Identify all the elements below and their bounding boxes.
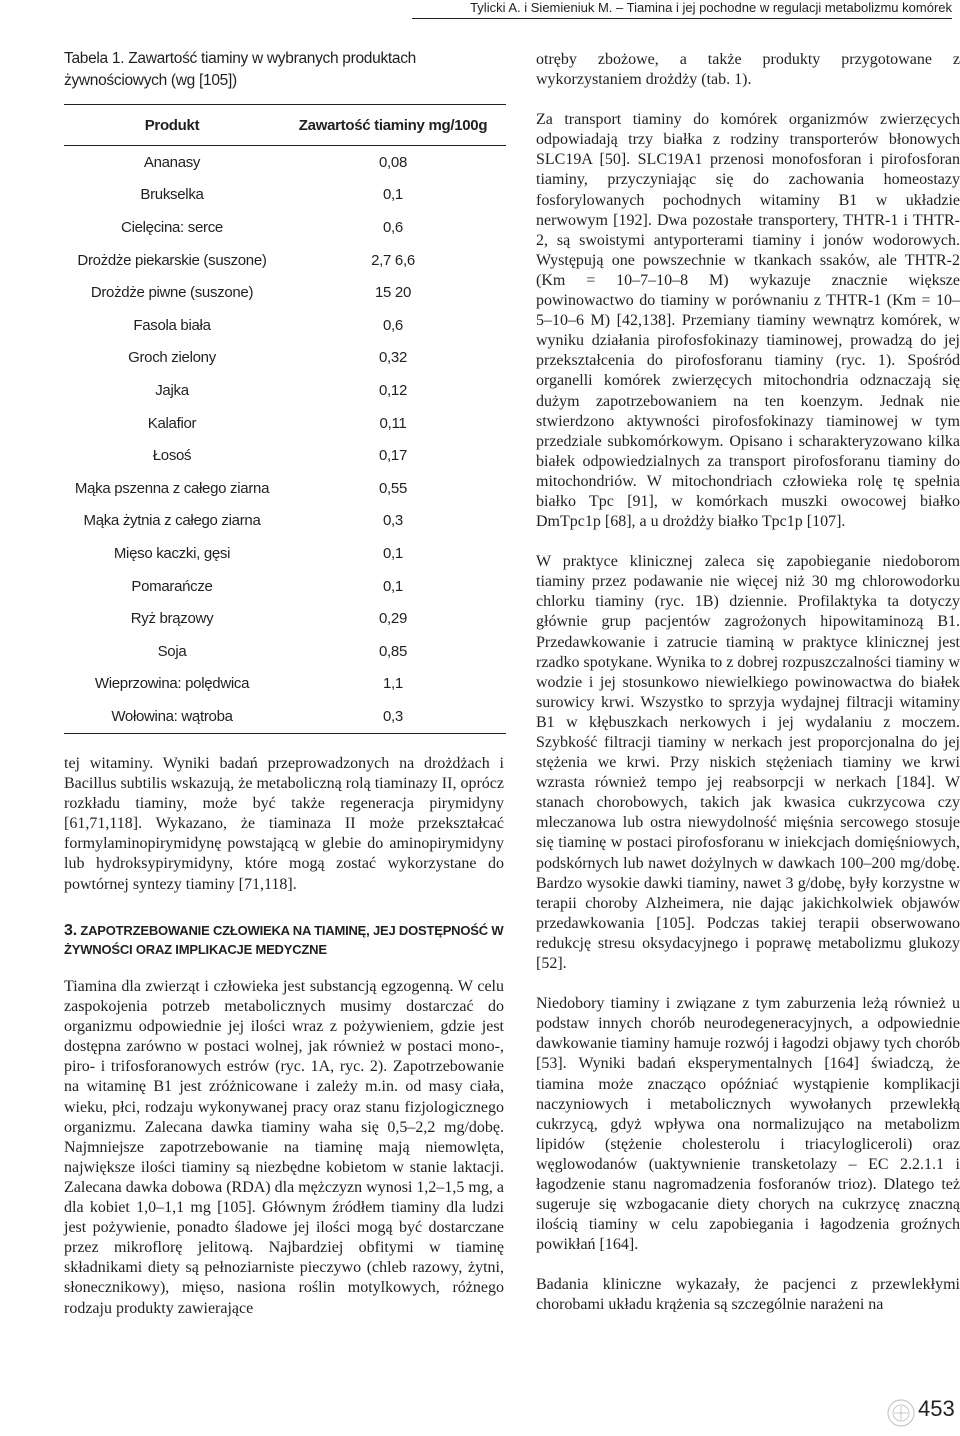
- thiamine-value-cell: 0,55: [379, 479, 407, 497]
- running-title: Tylicki A. i Siemieniuk M. – Tiamina i jej pochodne w regulacji metabolizmu komórek: [470, 0, 952, 15]
- thiamine-value-cell: 0,6: [383, 218, 403, 236]
- thiamine-value-cell: 0,1: [383, 577, 403, 595]
- product-name-cell: Jajka: [155, 381, 189, 399]
- left-column-lower: [64, 977, 504, 1319]
- running-header: [0, 0, 960, 36]
- paragraph-clinical-practice: W praktyce klinicznej zaleca się zapobieganie niedoborom tiaminy przez podawanie nie więcej niż 30 mg chlorowodorku chlorku tiaminy (ryc. 1B) dziennie. Profilaktyka ta dotyczy głównie grup pacjentów zagrożonych hipowitaminozą B1. Przedawkowanie i zatrucie tiaminą w praktyce klinicznej jest rzadko spotykane. Wynika to z dobrej rozpuszczalności tiaminy w wodzie i jej stosunkowo niewielkiego powinowactwa do białek surowicy krwi. Wszystko to sprzyja wydajnej filtracji witaminy B1 w kłębuszkach nerkowych i jej wydalaniu z moczem. Szybkość filtracji tiaminy w nerkach jest proporcjonalna do jej stężenia we krwi. Przy niskich stężeniach tiaminy we krwi wzrasta również tempo jej reabsorpcji w nerkach [184]. W stanach chorobowych, takich jak kwasica cukrzycowa czy mleczanowa lub ostra niewydolność mięśnia sercowego stosuje się tiaminę w postaci pirofosforanu w iniekcjach domięśniowych, podskórnych lub nawet dożylnych w dawkach 100–200 mg/dobę. Bardzo wysokie dawki tiaminy, nawet 3 g/dobę, były korzystne w terapii choroby Alzheimera, nie dając jakichkolwiek objawów przedawkowania [105]. Podczas takiej terapii obserwowano redukcję stresu oksydacyjnego i poprawę metabolizmu glukozy [52].: [536, 553, 960, 973]
- table-row: [64, 570, 506, 603]
- table-row: [64, 244, 506, 277]
- table-row: [64, 211, 506, 244]
- section-title: ZAPOTRZEBOWANIE CZŁOWIEKA NA TIAMINĘ, JEJ DOSTĘPNOŚĆ W ŻYWNOŚCI ORAZ IMPLIKACJE MEDYCZNE: [64, 923, 504, 957]
- paragraph-clinical-studies: Badania kliniczne wykazały, że pacjenci z przewlekłymi chorobami układu krążenia są szczególnie narażeni na: [536, 1276, 960, 1314]
- publisher-logo-icon: [886, 1398, 916, 1428]
- column-header-product: Produkt: [64, 105, 280, 146]
- table-row: [64, 700, 506, 733]
- table-row: [64, 146, 506, 179]
- table-row: [64, 374, 506, 407]
- paragraph-neurodegenerative: Niedobory tiaminy i związane z tym zaburzenia leżą również u podstaw innych chorób neurodegeneracyjnych, a odpowiednie dawkowanie tiaminy hamuje rozwój i łagodzi objawy tych chorób [53]. Wyniki badań eksperymentalnych [164] świadczą, że tiamina może znacząco opóźniać wystąpienie komplikacji naczyniowych i metabolicznych wywołanych przewlekłą cukrzycą, gdyż wpływa ona normalizująco na metabolizm lipidów (stężenie cholesterolu i triacylogliceroli) oraz węglowodanów (uaktywnienie transketolazy – EC 2.2.1.1 i łagodzenie stanu nagromadzenia fosforanów trioz). Dlatego też sugeruje się wzbogacanie diety chorych na cukrzycę znaczną ilością tiaminy w celu zapobiegania i łagodzenia groźnych powikłań [164].: [536, 995, 960, 1254]
- thiamine-value-cell: 0,17: [379, 447, 407, 465]
- paragraph-bran: otręby zbożowe, a także produkty przygotowane z wykorzystaniem drożdży (tab. 1).: [536, 51, 960, 89]
- product-name-cell: Łosoś: [152, 447, 192, 465]
- table-row: [64, 439, 506, 472]
- table-row: [64, 276, 506, 309]
- thiamine-value-cell: 0,85: [379, 642, 407, 660]
- section-number: 3.: [64, 922, 77, 939]
- thiamine-value-cell: 2,7 6,6: [371, 251, 415, 269]
- thiamine-value-cell: 0,3: [280, 700, 506, 733]
- product-name-cell: Drożdże piwne (suszone): [90, 284, 254, 302]
- thiamine-value-cell: 1,1: [383, 675, 403, 693]
- thiamine-value-cell: 0,1: [383, 186, 403, 204]
- table-row: [64, 668, 506, 701]
- product-name-cell: Wołowina: wątroba: [64, 700, 280, 733]
- product-name-cell: Ryż brązowy: [130, 610, 214, 628]
- product-name-cell: Groch zielony: [128, 349, 216, 367]
- thiamine-value-cell: 0,6: [383, 316, 403, 334]
- product-name-cell: Pomarańcze: [131, 577, 213, 595]
- product-name-cell: Drożdże piekarskie (suszone): [77, 251, 267, 269]
- table-caption: Tabela 1. Zawartość tiaminy w wybranych produktach żywnościowych (wg [105]): [64, 50, 416, 89]
- product-name-cell: Soja: [157, 642, 187, 660]
- column-header-content: Zawartość tiaminy mg/100g: [280, 105, 506, 146]
- table-body: [64, 146, 506, 734]
- thiamine-value-cell: 15 20: [374, 284, 412, 302]
- table-row: [64, 602, 506, 635]
- thiamine-value-cell: 0,1: [383, 544, 403, 562]
- page-number: 453: [918, 1396, 955, 1421]
- table-row: [64, 179, 506, 212]
- product-name-cell: Ananasy: [143, 153, 201, 171]
- thiamine-value-cell: 0,29: [379, 610, 407, 628]
- table-header-row: [64, 105, 506, 146]
- table-row: [64, 635, 506, 668]
- product-name-cell: Kalafior: [147, 414, 197, 432]
- product-name-cell: Mąka pszenna z całego ziarna: [74, 479, 270, 497]
- paragraph-section-intro: Tiamina dla zwierząt i człowieka jest substancją egzogenną. W celu zaspokojenia potrzeb metabolicznych musimy dostarczać do organizmu odpowiednie jej ilości wraz z pożywieniem, gdzie jest dostępna zarówno w postaci wolnej, jak również w postaci mono-, piro- i trifosforanowych estrów (ryc. 1A, ryc. 2). Zapotrzebowanie na witaminę B1 jest zróżnicowane i zależy m.in. od masy ciała, wieku, płci, rodzaju wykonywanej pracy oraz stanu fizjologicznego organizmu. Zalecana dawka tiaminy waha się 0,5–2,2 mg/dobę. Najmniejsze zapotrzebowanie na tiaminę mają niemowlęta, największe ilości tiaminy są niezbędne kobietom w stanie laktacji. Zalecana dawka dobowa (RDA) dla mężczyzn wynosi 1,2–1,5 mg, a dla kobiet 1,0–1,1 mg [105]. Głównym źródłem tiaminy dla ludzi jest pożywienie, ponadto śladowe jej ilości mogą być dostarczane przez mikroflorę jelitową. Najbardziej obfitymi w tiaminę składnikami diety są pełnoziarniste pieczywo (chleb razowy, żytni, słonecznikowy), mięso, nasiona roślin motylkowych, różnego rodzaju produkty zawierające: [64, 978, 504, 1317]
- table-row: [64, 505, 506, 538]
- thiamine-value-cell: 0,12: [379, 381, 407, 399]
- table-row: [64, 342, 506, 375]
- table-row: [64, 407, 506, 440]
- table-row: [64, 472, 506, 505]
- header-rule: [412, 18, 952, 19]
- paragraph-after-table: tej witaminy. Wyniki badań przeprowadzonych na drożdżach i Bacillus subtilis wskazują, że metaboliczną rolą tiaminazy II, oprócz rozkładu tiaminy, może być także regeneracja pirymidyny [61,71,118]. Wykazano, że tiaminaza II może przekształcać formylaminopirymidynę powstającą w glebie do aminopirymidyny lub hydroksypirymidyny, które mogą zostać wykorzystane do powtórnej syntezy tiaminy [71,118].: [64, 755, 504, 893]
- right-column: [536, 50, 960, 1316]
- product-name-cell: Brukselka: [140, 186, 204, 204]
- thiamine-value-cell: 0,11: [379, 414, 407, 432]
- left-column-upper: [64, 754, 504, 895]
- thiamine-content-table: [64, 104, 506, 734]
- thiamine-value-cell: 0,08: [379, 153, 407, 171]
- paragraph-transport: Za transport tiaminy do komórek organizmów zwierzęcych odpowiadają trzy białka z rodziny transporterów błonowych SLC19A [50]. SLC19A1 przenosi monofosforan i pirofosforan tiaminy, przyczyniając się do zachowania homeostazy fosforylowanych pochodnych witaminy B1 w układzie nerwowym [192]. Dwa pozostałe transportery, THTR-1 i THTR-2, są swoistymi antyporterami tiaminy i jonów wodorowych. Występują one powszechnie w tkankach ssaków, ale THTR-2 (Km = 10–7–10–8 M) wykazuje znacznie większe powinowactwo do tiaminy w porównaniu z THTR-1 (Km = 10–5–10–6 M) [42,138]. Przemiany tiaminy wewnątrz komórek, w wyniku działania pirofosfokinazy tiaminowej, prowadzą do jej przekształcenia do pirofosforanu tiaminy (ryc. 1). Spośród organelli komórek zwierzęcych mitochondria odznaczają się dużym zapotrzebowaniem na ten koenzym. Jednak nie stwierdzono aktywności pirofosfokinazy tiaminowej w tym przedziale subkomórkowym. Opisano i scharakteryzowano kilka białek odpowiedzialnych za transport pirofosforanu tiaminy do mitochondriów. W mitochondriach człowieka rolę tę spełnia białko Tpc [91], w komórkach muszki owocowej białko DmTpc1p [68], a u drożdży białko Tpc1p [107].: [536, 111, 960, 531]
- thiamine-value-cell: 0,3: [383, 512, 403, 530]
- product-name-cell: Mięso kaczki, gęsi: [113, 544, 231, 562]
- product-name-cell: Cielęcina: serce: [121, 218, 223, 236]
- product-name-cell: Wieprzowina: polędwica: [94, 675, 250, 693]
- product-name-cell: Fasola biała: [133, 316, 211, 334]
- section-heading: [64, 921, 504, 959]
- product-name-cell: Mąka żytnia z całego ziarna: [83, 512, 261, 530]
- table-row: [64, 537, 506, 570]
- thiamine-value-cell: 0,32: [379, 349, 407, 367]
- table-row: [64, 309, 506, 342]
